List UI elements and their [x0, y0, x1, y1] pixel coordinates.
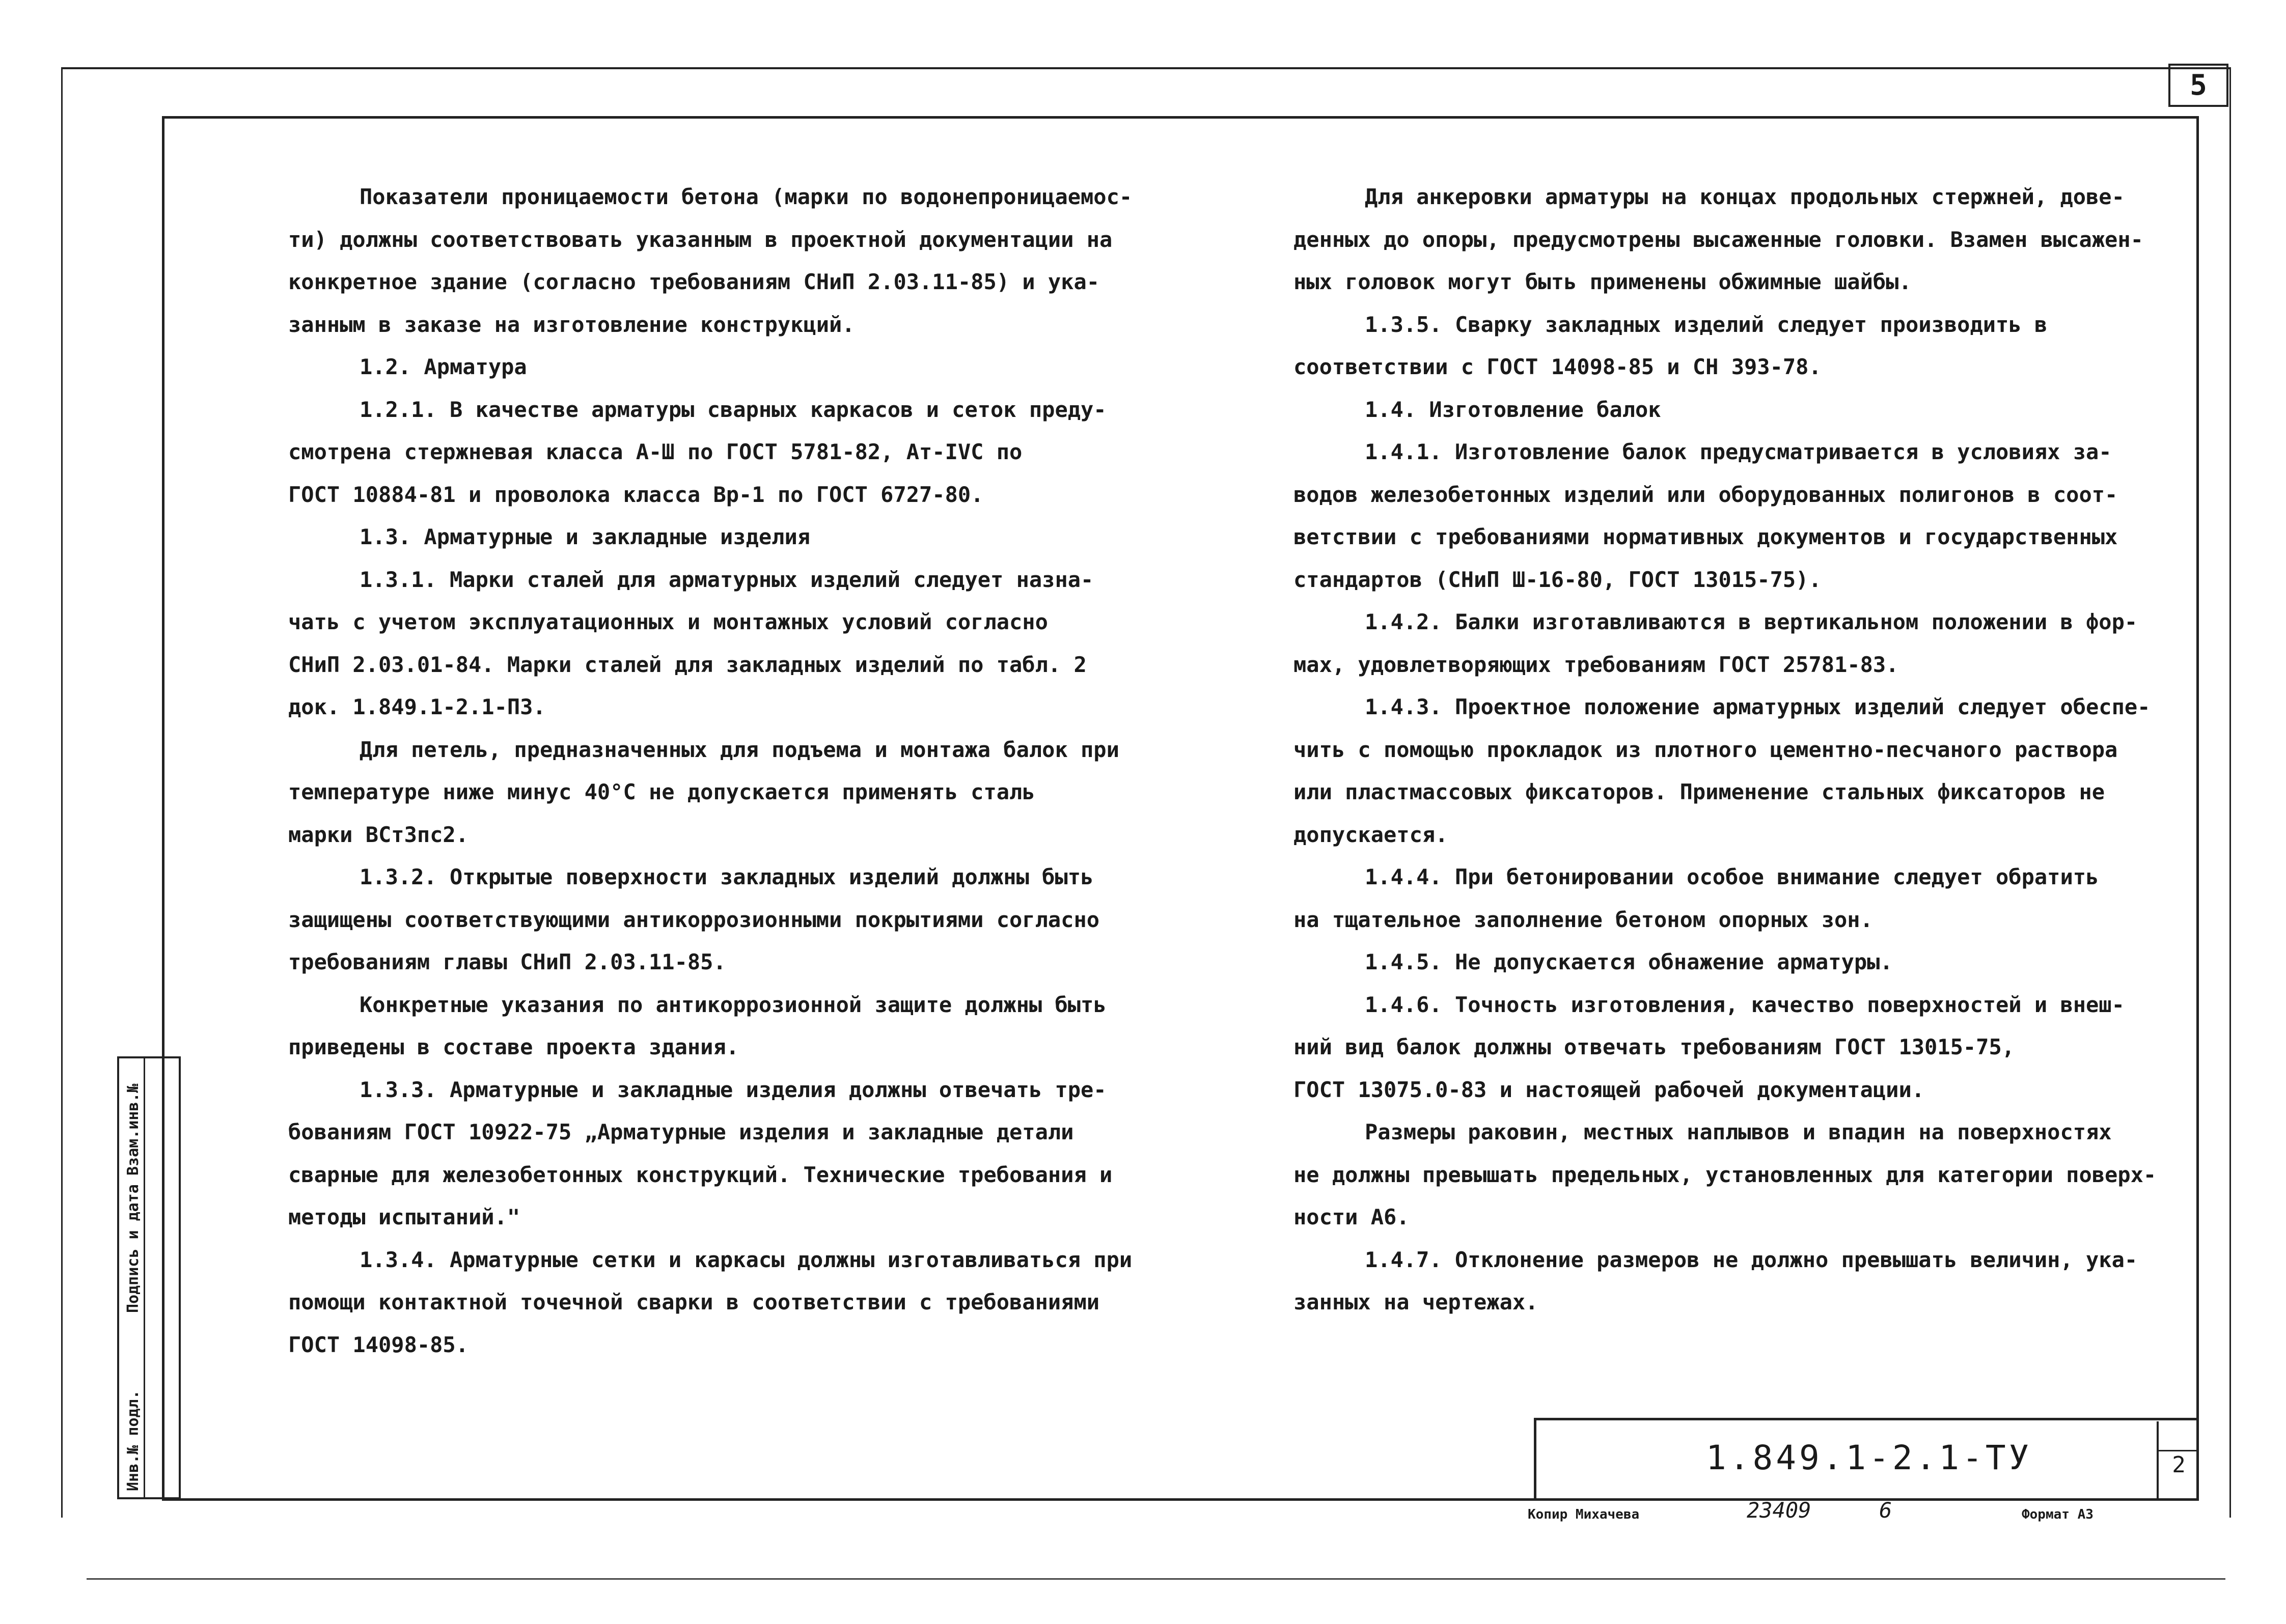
text-line: 1.3.1. Марки сталей для арматурных изделий следует назна- — [360, 567, 1094, 592]
text-line: бованиям ГОСТ 10922-75 „Арматурные изделия и закладные детали — [288, 1119, 1074, 1144]
text-line: занных на чертежах. — [1293, 1290, 1538, 1314]
text-line: методы испытаний." — [288, 1205, 520, 1229]
text-line: 1.3. Арматурные и закладные изделия — [360, 524, 811, 549]
right-text-column — [1293, 176, 2190, 1324]
left-text-column — [288, 176, 1169, 1366]
text-line: мах, удовлетворяющих требованиям ГОСТ 25781-83. — [1293, 652, 1899, 677]
sheet-number-box — [2157, 1421, 2199, 1501]
side-label-inv: Инв.№ подл. — [124, 1390, 142, 1491]
side-label-signature: Подпись и дата — [124, 1184, 142, 1313]
footer-order-number: 23409 — [1747, 1498, 1811, 1523]
text-line: ветствии с требованиями нормативных документов и государственных — [1293, 524, 2118, 549]
text-line: СНиП 2.03.01-84. Марки сталей для закладных изделий по табл. 2 — [288, 652, 1087, 677]
text-line: на тщательное заполнение бетоном опорных зон. — [1293, 907, 1873, 932]
text-line: док. 1.849.1-2.1-ПЗ. — [288, 694, 546, 719]
text-line: Для петель, предназначенных для подъема и монтажа балок при — [360, 737, 1119, 762]
text-line: 1.4. Изготовление балок — [1365, 397, 1661, 422]
text-line: 1.4.3. Проектное положение арматурных изделий следует обеспе- — [1365, 694, 2151, 719]
text-line: 1.4.4. При бетонировании особое внимание следует обратить — [1365, 864, 2099, 889]
footer-order-suffix: 6 — [1879, 1498, 1892, 1523]
side-label-replacement: Взам.инв.№ — [124, 1083, 142, 1175]
text-line: 1.4.7. Отклонение размеров не должно превышать величин, ука- — [1365, 1247, 2138, 1272]
text-line: 1.4.1. Изготовление балок предусматривается в условиях за- — [1365, 439, 2112, 464]
text-line: ГОСТ 10884-81 и проволока класса Вр-1 по ГОСТ 6727-80. — [288, 482, 984, 507]
sheet-divider — [2157, 1450, 2199, 1451]
text-line: чить с помощью прокладок из плотного цементно-песчаного раствора — [1293, 737, 2118, 762]
text-line: ти) должны соответствовать указанным в проектной документации на — [288, 227, 1113, 252]
text-line: 1.4.2. Балки изготавливаются в вертикальном положении в фор- — [1365, 609, 2138, 634]
text-line: денных до опоры, предусмотрены высаженные головки. Взамен высажен- — [1293, 227, 2143, 252]
text-line: не должны превышать предельных, установленных для категории поверх- — [1293, 1162, 2157, 1187]
text-line: допускается. — [1293, 822, 1448, 847]
text-line: соответствии с ГОСТ 14098-85 и СН 393-78. — [1293, 354, 1822, 379]
text-line: ных головок могут быть применены обжимные шайбы. — [1293, 269, 1912, 294]
strip-divider — [144, 1058, 145, 1497]
text-line: ности А6. — [1293, 1205, 1410, 1229]
text-line: ГОСТ 13075.0-83 и настоящей рабочей документации. — [1293, 1077, 1925, 1102]
text-line: 1.3.4. Арматурные сетки и каркасы должны изготавливаться при — [360, 1247, 1133, 1272]
text-line: помощи контактной точечной сварки в соответствии с требованиями — [288, 1290, 1100, 1314]
text-line: марки ВСт3пс2. — [288, 822, 469, 847]
text-line: Размеры раковин, местных наплывов и впадин на поверхностях — [1365, 1119, 2112, 1144]
text-line: водов железобетонных изделий или оборудованных полигонов в соот- — [1293, 482, 2118, 507]
text-line: 1.3.2. Открытые поверхности закладных изделий должны быть — [360, 864, 1094, 889]
text-line: температуре ниже минус 40°С не допускается применять сталь — [288, 779, 1035, 804]
text-line: стандартов (СНиП Ш-16-80, ГОСТ 13015-75). — [1293, 567, 1822, 592]
text-line: 1.4.5. Не допускается обнажение арматуры. — [1365, 949, 1893, 974]
text-line: 1.2.1. В качестве арматуры сварных каркасов и сеток преду- — [360, 397, 1107, 422]
text-line: Для анкеровки арматуры на концах продольных стержней, дове- — [1365, 184, 2125, 209]
text-line: Конкретные указания по антикоррозионной защите должны быть — [360, 992, 1107, 1017]
text-line: сварные для железобетонных конструкций. Технические требования и — [288, 1162, 1113, 1187]
text-line: чать с учетом эксплуатационных и монтажных условий согласно — [288, 609, 1048, 634]
footer-format: Формат А3 — [2022, 1507, 2094, 1522]
text-line: приведены в составе проекта здания. — [288, 1034, 739, 1059]
page-number: 5 — [2190, 69, 2207, 102]
text-line: Показатели проницаемости бетона (марки по водонепроницаемос- — [360, 184, 1133, 209]
text-line: 1.3.3. Арматурные и закладные изделия должны отвечать тре- — [360, 1077, 1107, 1102]
text-line: занным в заказе на изготовление конструкций. — [288, 312, 855, 337]
text-line: требованиям главы СНиП 2.03.11-85. — [288, 949, 726, 974]
sheet-number: 2 — [2172, 1452, 2186, 1478]
page-number-box — [2168, 64, 2228, 107]
document-code: 1.849.1-2.1-ТУ — [1706, 1438, 2032, 1477]
text-line: ГОСТ 14098-85. — [288, 1332, 469, 1357]
text-line: смотрена стержневая класса А-Ш по ГОСТ 5781-82, Ат-IVС по — [288, 439, 1023, 464]
text-line: конкретное здание (согласно требованиям СНиП 2.03.11-85) и ука- — [288, 269, 1100, 294]
text-line: 1.2. Арматура — [360, 354, 527, 379]
text-line: защищены соответствующими антикоррозионными покрытиями согласно — [288, 907, 1100, 932]
text-line: ний вид балок должны отвечать требованиям ГОСТ 13015-75, — [1293, 1034, 2015, 1059]
text-line: 1.4.6. Точность изготовления, качество поверхностей и внеш- — [1365, 992, 2125, 1017]
footer-copied-by: Копир Михачева — [1528, 1507, 1640, 1522]
text-line: или пластмассовых фиксаторов. Применение стальных фиксаторов не — [1293, 779, 2105, 804]
text-line: 1.3.5. Сварку закладных изделий следует производить в — [1365, 312, 2048, 337]
side-approval-strip — [117, 1056, 181, 1499]
bottom-line — [87, 1578, 2225, 1580]
